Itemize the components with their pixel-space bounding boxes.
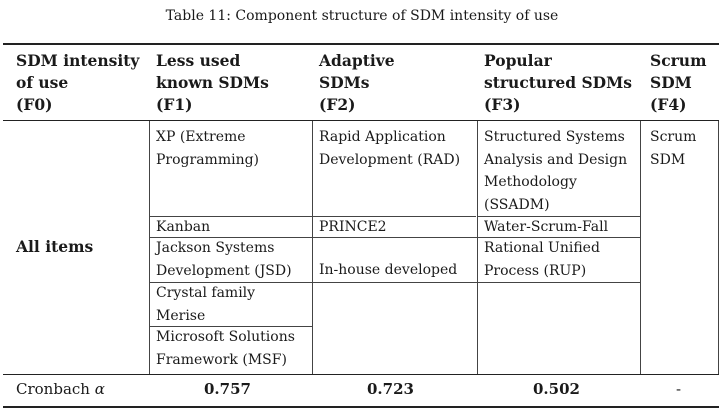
header-f2: Adaptive SDMs (F2) <box>319 51 395 114</box>
table-caption: Table 11: Component structure of SDM intensity of use <box>165 8 559 24</box>
f3-item-water-scrum-fall: Water-Scrum-Fall <box>484 219 609 235</box>
row-sep-3c <box>477 282 640 283</box>
f3-item-ssadm: Structured Systems Analysis and Design Methodology (SSADM) <box>484 129 628 213</box>
cronbach-f4: - <box>676 380 682 398</box>
header-f3: Popular structured SDMs (F3) <box>484 51 632 114</box>
header-f4: Scrum SDM (F4) <box>650 51 707 114</box>
header-f0: SDM intensity of use (F0) <box>16 51 140 114</box>
header-rule <box>3 120 719 121</box>
cronbach-f2: 0.723 <box>367 380 414 398</box>
f1-item-jsd: Jackson Systems Development (JSD) <box>156 240 292 279</box>
f2-item-in-house: In-house developed <box>319 262 458 278</box>
col-separator-f1 <box>312 121 313 374</box>
f1-item-xp: XP (Extreme Programming) <box>156 129 260 168</box>
f4-item-scrum: Scrum SDM <box>650 129 697 168</box>
col-separator-f0 <box>149 121 150 374</box>
row-label-all-items: All items <box>16 237 94 256</box>
f2-item-prince2: PRINCE2 <box>319 219 387 235</box>
body-bottom-rule <box>3 374 719 375</box>
f1-item-kanban: Kanban <box>156 219 211 235</box>
col-separator-f2 <box>477 121 478 374</box>
cronbach-f1: 0.757 <box>204 380 251 398</box>
f1-item-msf: Microsoft Solutions Framework (MSF) <box>156 329 295 368</box>
col-separator-right <box>718 121 719 374</box>
alpha-symbol: α <box>94 380 105 398</box>
cronbach-label: Cronbach α <box>16 380 105 398</box>
cronbach-f3: 0.502 <box>533 380 580 398</box>
top-rule <box>3 43 719 45</box>
bottom-rule <box>3 406 719 408</box>
row-sep-3b <box>312 282 477 283</box>
f1-item-crystal-merise: Crystal family Merise <box>156 285 256 324</box>
header-f1: Less used known SDMs (F1) <box>156 51 269 114</box>
col-separator-f3 <box>640 121 641 374</box>
f3-item-rup: Rational Unified Process (RUP) <box>484 240 600 279</box>
f2-item-rad: Rapid Application Development (RAD) <box>319 129 461 168</box>
